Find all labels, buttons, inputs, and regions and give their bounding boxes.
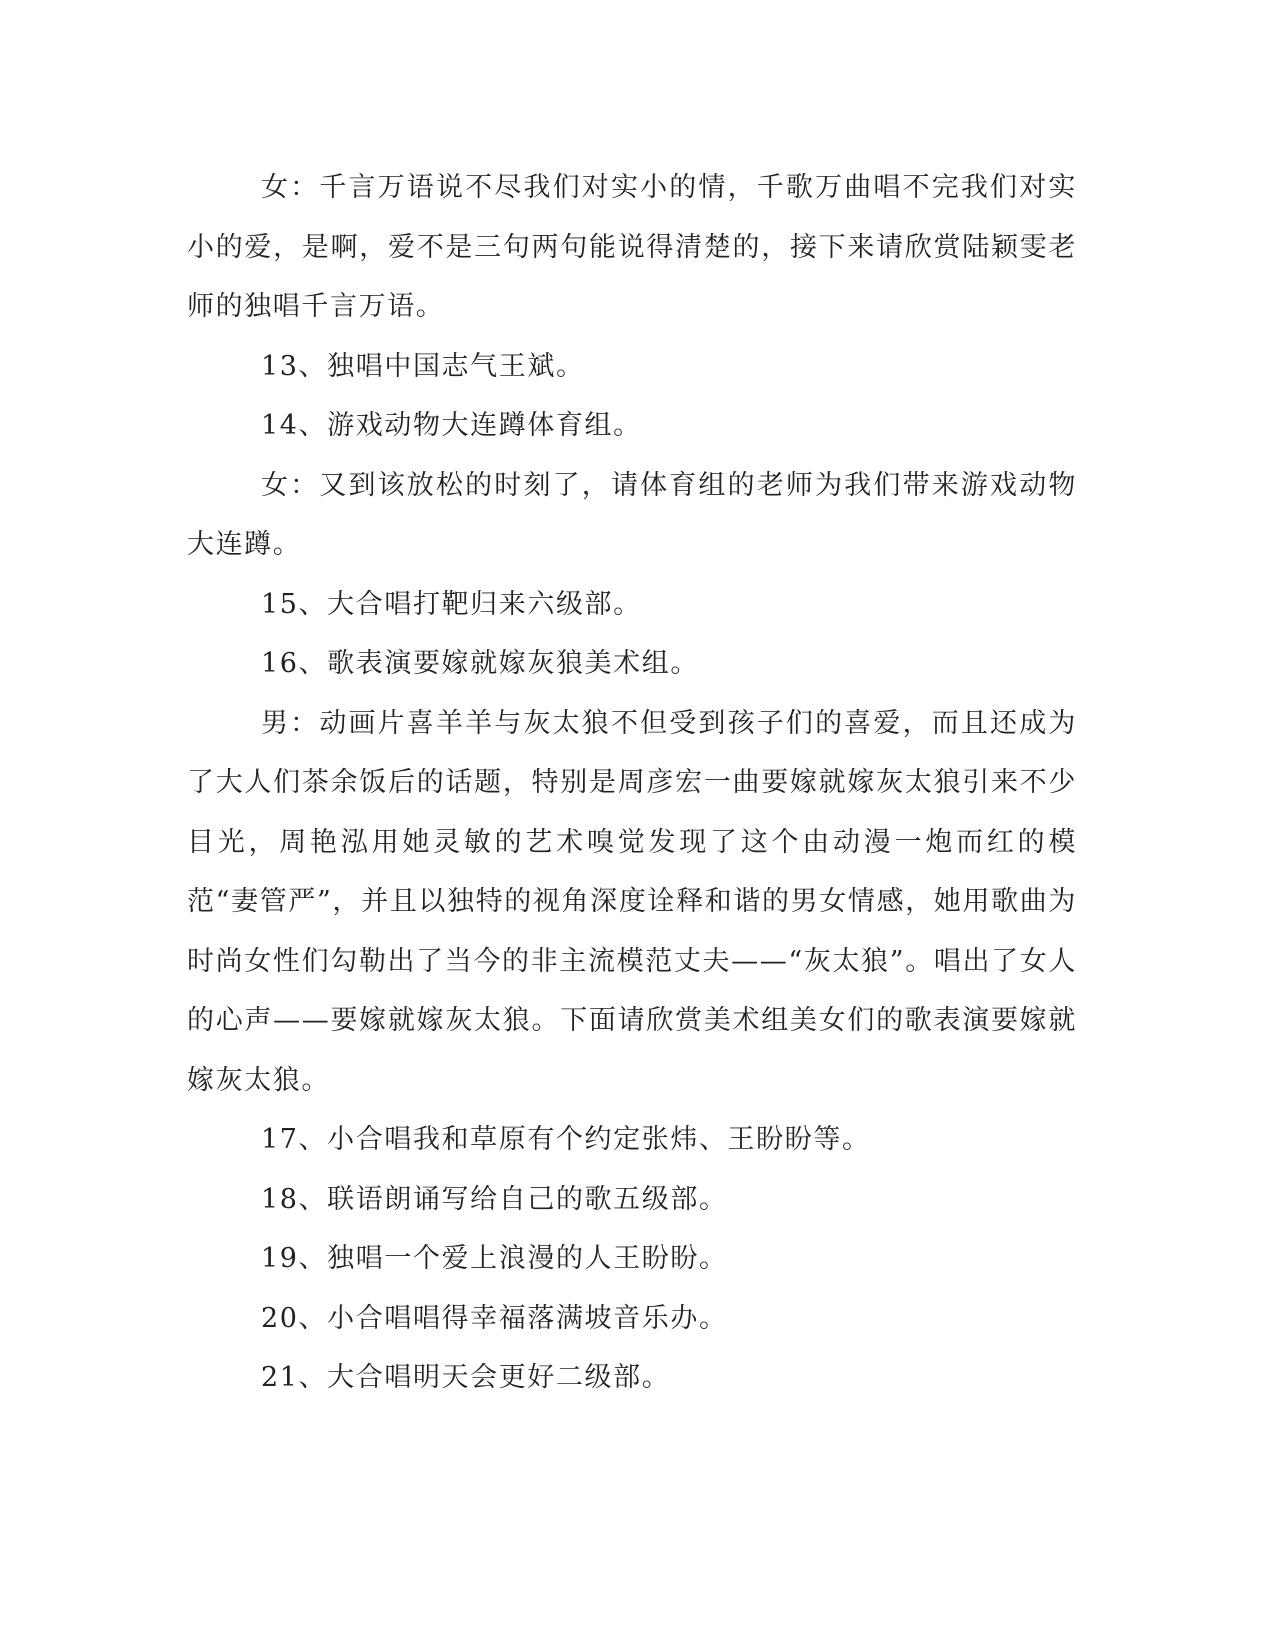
program-item-15: 15、大合唱打靶归来六级部。: [261, 588, 642, 620]
paragraph-host-female-game: 女：又到该放松的时刻了，请体育组的老师为我们带来游戏动物大连蹲。: [187, 469, 1077, 560]
program-item-16: 16、歌表演要嫁就嫁灰狼美术组。: [261, 648, 699, 679]
document-body: [187, 158, 1077, 1408]
program-item-14: 14、游戏动物大连蹲体育组。: [261, 410, 642, 441]
paragraph-host-female-intro: 女：千言万语说不尽我们对实小的情，千歌万曲唱不完我们对实小的爱，是啊，爱不是三句两句能说得清楚的，接下来请欣赏陆颖雯老师的独唱千言万语。: [187, 172, 1077, 322]
program-item-19: 19、独唱一个爱上浪漫的人王盼盼。: [261, 1243, 728, 1274]
program-item-18: 18、联语朗诵写给自己的歌五级部。: [261, 1183, 728, 1215]
program-item-20: 20、小合唱唱得幸福落满坡音乐办。: [261, 1302, 728, 1334]
program-item-17: 17、小合唱我和草原有个约定张炜、王盼盼等。: [261, 1124, 871, 1155]
program-item-13: 13、独唱中国志气王斌。: [261, 350, 585, 382]
program-item-21: 21、大合唱明天会更好二级部。: [261, 1362, 671, 1393]
paragraph-host-male-intro: 男：动画片喜羊羊与灰太狼不但受到孩子们的喜爱，而且还成为了大人们茶余饭后的话题，特别是周彦宏一曲要嫁就嫁灰太狼引来不少目光，周艳泓用她灵敏的艺术嗅觉发现了这个由动漫一炮而红的模范“妻管严”，并且以独特的视角深度诠释和谐的男女情感，她用歌曲为时尚女性们勾勒出了当今的非主流模范丈夫——“灰太狼”。唱出了女人的心声——要嫁就嫁灰太狼。下面请欣赏美术组美女们的歌表演要嫁就嫁灰太狼。: [187, 707, 1077, 1096]
